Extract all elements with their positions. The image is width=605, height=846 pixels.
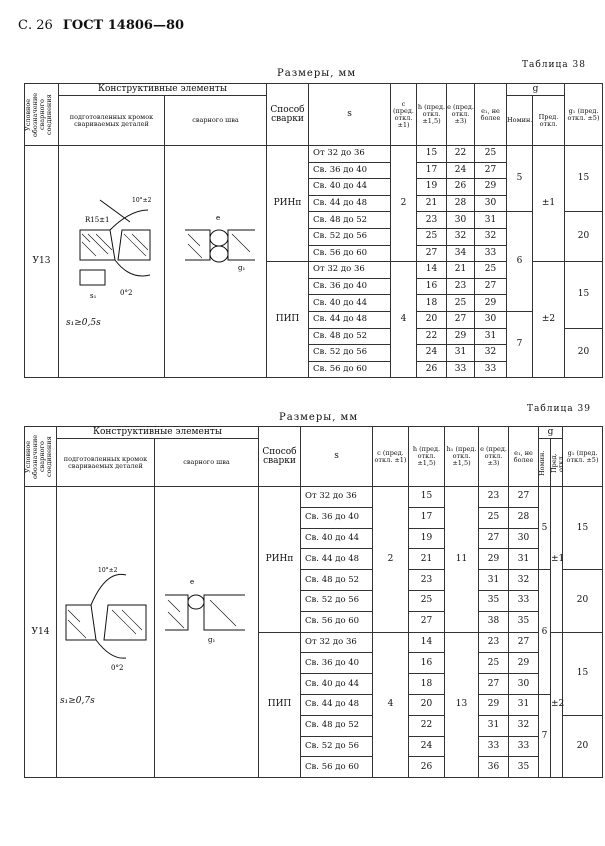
hdr-cond: Условное обозначение сварного соединения bbox=[24, 92, 53, 137]
hdr2-cond: Условное обозначение сварного соединения bbox=[24, 434, 53, 479]
hdr2-e1: e₁, не более bbox=[509, 427, 539, 487]
s-range: От 32 до 36 bbox=[301, 632, 373, 653]
e-value: 26 bbox=[447, 179, 475, 196]
c-value: 4 bbox=[391, 262, 417, 378]
table2-caption: Размеры, мм bbox=[279, 412, 359, 423]
s-range: Св. 56 до 60 bbox=[301, 757, 373, 778]
joint-code: У14 bbox=[25, 487, 57, 778]
e1-value: 30 bbox=[509, 674, 539, 695]
note2-text: s₁≥0,7s bbox=[60, 696, 95, 706]
svg-text:s₁: s₁ bbox=[90, 292, 97, 300]
h-value: 27 bbox=[409, 611, 445, 632]
g1-value: 20 bbox=[563, 570, 603, 632]
g1-value: 15 bbox=[565, 262, 603, 328]
e-value: 27 bbox=[479, 674, 509, 695]
table1-title: Таблица 38 bbox=[522, 60, 586, 70]
hdr-e1: e₁, не более bbox=[475, 84, 507, 146]
e1-value: 27 bbox=[475, 162, 507, 179]
e-value: 29 bbox=[479, 694, 509, 715]
s-range: Св. 40 до 44 bbox=[309, 179, 391, 196]
e1-value: 33 bbox=[509, 736, 539, 757]
e1-value: 31 bbox=[475, 212, 507, 229]
e-value: 31 bbox=[447, 345, 475, 362]
page-header bbox=[18, 18, 184, 33]
hdr2-g1: g₁ (пред. откл. ±5) bbox=[563, 427, 603, 487]
h-value: 25 bbox=[417, 228, 447, 245]
h-value: 21 bbox=[409, 549, 445, 570]
s-range: Св. 56 до 60 bbox=[309, 245, 391, 262]
s-range: Св. 36 до 40 bbox=[301, 507, 373, 528]
h-value: 16 bbox=[417, 278, 447, 295]
hdr-s: s bbox=[309, 84, 391, 146]
prep-drawing-2 bbox=[56, 560, 156, 680]
s-range: Св. 56 до 60 bbox=[301, 611, 373, 632]
s-range: Св. 48 до 52 bbox=[309, 212, 391, 229]
s-range: Св. 36 до 40 bbox=[309, 162, 391, 179]
hdr2-h1: h₁ (пред. откл. ±1,5) bbox=[445, 427, 479, 487]
g-dev: ±1 bbox=[533, 146, 565, 262]
e1-value: 29 bbox=[475, 179, 507, 196]
e-value: 34 bbox=[447, 245, 475, 262]
e-value: 22 bbox=[447, 146, 475, 163]
h-value: 20 bbox=[409, 694, 445, 715]
s-range: Св. 52 до 56 bbox=[309, 345, 391, 362]
h-value: 15 bbox=[417, 146, 447, 163]
g-dev: ±2 bbox=[533, 262, 565, 378]
hdr2-g: g bbox=[539, 427, 563, 439]
h-value: 23 bbox=[409, 570, 445, 591]
h-value: 26 bbox=[417, 361, 447, 378]
h-value: 17 bbox=[417, 162, 447, 179]
s-range: От 32 до 36 bbox=[309, 262, 391, 279]
weld-drawing-2 bbox=[160, 570, 250, 650]
e-value: 38 bbox=[479, 611, 509, 632]
e-value: 36 bbox=[479, 757, 509, 778]
s-range: Св. 48 до 52 bbox=[301, 715, 373, 736]
e1-value: 35 bbox=[509, 757, 539, 778]
s-range: Св. 44 до 48 bbox=[309, 195, 391, 212]
e-value: 32 bbox=[447, 228, 475, 245]
c-value: 4 bbox=[373, 632, 409, 778]
g-dev: ±2 bbox=[551, 632, 563, 778]
h-value: 18 bbox=[417, 295, 447, 312]
g-nom: 6 bbox=[507, 212, 533, 312]
e1-value: 30 bbox=[475, 311, 507, 328]
svg-text:g₁: g₁ bbox=[208, 636, 216, 644]
e1-value: 31 bbox=[475, 328, 507, 345]
e1-value: 30 bbox=[475, 195, 507, 212]
e1-value: 32 bbox=[475, 228, 507, 245]
g-nom: 5 bbox=[539, 487, 551, 570]
e1-value: 25 bbox=[475, 146, 507, 163]
e-value: 27 bbox=[447, 311, 475, 328]
hdr2-weld: сварного шва bbox=[155, 439, 259, 487]
svg-text:0°2: 0°2 bbox=[111, 664, 124, 672]
h-value: 14 bbox=[417, 262, 447, 279]
e1-value: 33 bbox=[475, 245, 507, 262]
h-value: 26 bbox=[409, 757, 445, 778]
e1-value: 27 bbox=[509, 487, 539, 508]
h-value: 22 bbox=[409, 715, 445, 736]
s-range: Св. 52 до 56 bbox=[301, 736, 373, 757]
svg-text:10°±2: 10°±2 bbox=[132, 197, 152, 204]
e-value: 33 bbox=[447, 361, 475, 378]
e-value: 25 bbox=[479, 507, 509, 528]
svg-text:R15±1: R15±1 bbox=[85, 216, 110, 224]
e-value: 29 bbox=[447, 328, 475, 345]
hdr-method: Способ сварки bbox=[267, 84, 309, 146]
table-row bbox=[25, 487, 603, 508]
e1-value: 27 bbox=[475, 278, 507, 295]
gost-number: ГОСТ 14806—80 bbox=[62, 18, 185, 33]
hdr-ce: Конструктивные элементы bbox=[59, 84, 267, 96]
s-range: Св. 36 до 40 bbox=[309, 278, 391, 295]
hdr-c: c (пред. откл. ±1) bbox=[391, 84, 417, 146]
s-range: От 32 до 36 bbox=[301, 487, 373, 508]
e1-value: 32 bbox=[475, 345, 507, 362]
s-range: Св. 44 до 48 bbox=[309, 311, 391, 328]
h-value: 27 bbox=[417, 245, 447, 262]
e1-value: 29 bbox=[509, 653, 539, 674]
e-value: 24 bbox=[447, 162, 475, 179]
g1-value: 15 bbox=[563, 487, 603, 570]
hdr-gdev: Пред. откл. bbox=[533, 96, 565, 146]
hdr2-e: e (пред. откл. ±3) bbox=[479, 427, 509, 487]
h-value: 23 bbox=[417, 212, 447, 229]
joint-code: У13 bbox=[25, 146, 59, 378]
hdr-h: h (пред. откл. ±1,5) bbox=[417, 84, 447, 146]
method-rinp: РИНп bbox=[259, 487, 301, 633]
e-value: 31 bbox=[479, 715, 509, 736]
e-value: 25 bbox=[447, 295, 475, 312]
s-range: Св. 56 до 60 bbox=[309, 361, 391, 378]
svg-text:0°2: 0°2 bbox=[120, 289, 133, 297]
h1-value: 13 bbox=[445, 632, 479, 778]
e1-value: 31 bbox=[509, 549, 539, 570]
h-value: 24 bbox=[417, 345, 447, 362]
g1-value: 15 bbox=[565, 146, 603, 212]
e1-value: 32 bbox=[509, 715, 539, 736]
hdr2-gdev: Пред. откл. bbox=[550, 452, 565, 473]
h-value: 20 bbox=[417, 311, 447, 328]
h-value: 16 bbox=[409, 653, 445, 674]
hdr-gnom: Номин. bbox=[507, 96, 533, 146]
hdr2-prep: подготовленных кромок свариваемых деталей bbox=[57, 439, 155, 487]
s-range: Св. 40 до 44 bbox=[301, 528, 373, 549]
hdr2-c: c (пред. откл. ±1) bbox=[373, 427, 409, 487]
e-value: 31 bbox=[479, 570, 509, 591]
page-number: С. 26 bbox=[18, 18, 53, 33]
table2-title: Таблица 39 bbox=[527, 404, 591, 414]
h-value: 18 bbox=[409, 674, 445, 695]
hdr-prep: подготовленных кромок свариваемых деталей bbox=[59, 96, 165, 146]
c-value: 2 bbox=[391, 146, 417, 262]
e-value: 23 bbox=[479, 632, 509, 653]
note1-text: s₁≥0,5s bbox=[66, 318, 101, 328]
svg-text:g₁: g₁ bbox=[238, 264, 246, 272]
e-value: 27 bbox=[479, 528, 509, 549]
g-dev: ±1 bbox=[551, 487, 563, 633]
h-value: 17 bbox=[409, 507, 445, 528]
g-nom: 6 bbox=[539, 570, 551, 695]
s-range: Св. 48 до 52 bbox=[309, 328, 391, 345]
h-value: 19 bbox=[409, 528, 445, 549]
hdr-g: g bbox=[507, 84, 565, 96]
e1-value: 35 bbox=[509, 611, 539, 632]
table1-caption: Размеры, мм bbox=[277, 68, 357, 79]
s-range: Св. 40 до 44 bbox=[309, 295, 391, 312]
s-range: От 32 до 36 bbox=[309, 146, 391, 163]
h-value: 19 bbox=[417, 179, 447, 196]
svg-text:e: e bbox=[190, 578, 195, 586]
e-value: 21 bbox=[447, 262, 475, 279]
e-value: 29 bbox=[479, 549, 509, 570]
s-range: Св. 52 до 56 bbox=[301, 590, 373, 611]
g-nom: 7 bbox=[507, 311, 533, 377]
g1-value: 20 bbox=[563, 715, 603, 777]
e1-value: 33 bbox=[475, 361, 507, 378]
e-value: 23 bbox=[447, 278, 475, 295]
e1-value: 27 bbox=[509, 632, 539, 653]
g-nom: 5 bbox=[507, 146, 533, 212]
weld-drawing-1 bbox=[180, 200, 260, 290]
hdr-weld: сварного шва bbox=[165, 96, 267, 146]
h-value: 24 bbox=[409, 736, 445, 757]
e-value: 30 bbox=[447, 212, 475, 229]
e1-value: 31 bbox=[509, 694, 539, 715]
e1-value: 30 bbox=[509, 528, 539, 549]
method-rinp: РИНп bbox=[267, 146, 309, 262]
h-value: 14 bbox=[409, 632, 445, 653]
e1-value: 28 bbox=[509, 507, 539, 528]
s-range: Св. 40 до 44 bbox=[301, 674, 373, 695]
e1-value: 32 bbox=[509, 570, 539, 591]
svg-text:10°±2: 10°±2 bbox=[98, 567, 118, 574]
e-value: 33 bbox=[479, 736, 509, 757]
e-value: 35 bbox=[479, 590, 509, 611]
g-nom: 7 bbox=[539, 694, 551, 777]
method-pip: ПИП bbox=[259, 632, 301, 778]
e-value: 23 bbox=[479, 487, 509, 508]
hdr2-gnom: Номин. bbox=[538, 449, 546, 476]
s-range: Св. 44 до 48 bbox=[301, 549, 373, 570]
h-value: 25 bbox=[409, 590, 445, 611]
hdr2-h: h (пред. откл. ±1,5) bbox=[409, 427, 445, 487]
prep-drawing-1 bbox=[60, 150, 160, 320]
e-value: 28 bbox=[447, 195, 475, 212]
s-range: Св. 52 до 56 bbox=[309, 228, 391, 245]
h1-value: 11 bbox=[445, 487, 479, 633]
hdr-g1: g₁ (пред. откл. ±5) bbox=[565, 84, 603, 146]
h-value: 15 bbox=[409, 487, 445, 508]
method-pip: ПИП bbox=[267, 262, 309, 378]
g1-value: 20 bbox=[565, 212, 603, 262]
hdr-e: e (пред. откл. ±3) bbox=[447, 84, 475, 146]
g1-value: 20 bbox=[565, 328, 603, 378]
c-value: 2 bbox=[373, 487, 409, 633]
s-range: Св. 44 до 48 bbox=[301, 694, 373, 715]
hdr2-method: Способ сварки bbox=[259, 427, 301, 487]
h-value: 22 bbox=[417, 328, 447, 345]
e1-value: 29 bbox=[475, 295, 507, 312]
s-range: Св. 48 до 52 bbox=[301, 570, 373, 591]
svg-text:e: e bbox=[216, 214, 221, 222]
hdr2-s: s bbox=[301, 427, 373, 487]
e1-value: 33 bbox=[509, 590, 539, 611]
s-range: Св. 36 до 40 bbox=[301, 653, 373, 674]
e-value: 25 bbox=[479, 653, 509, 674]
hdr2-ce: Конструктивные элементы bbox=[57, 427, 259, 439]
h-value: 21 bbox=[417, 195, 447, 212]
e1-value: 25 bbox=[475, 262, 507, 279]
g1-value: 15 bbox=[563, 632, 603, 715]
